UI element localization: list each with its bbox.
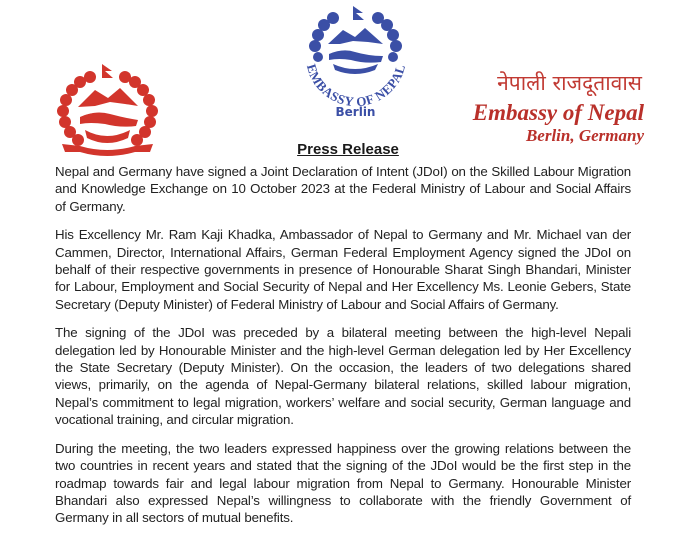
paragraph: Nepal and Germany have signed a Joint Declaration of Intent (JDoI) on the Skilled Labour Migration and Knowledge Exchange on 10 October 2023 at the Federal Ministry of Labour and Social Affairs of Germany. <box>55 164 631 214</box>
paragraph: During the meeting, the two leaders expressed happiness over the growing relations between the two countries in recent years and stated that the signing of the JDoI would be the first step in the roadmap towards fair and legal labour migration from Nepal to Germany. Honourable Minister Bhandari also expressed Nepal’s willingness to collaborate with the friendly Government of Germany in all sectors of mutual benefits. <box>55 440 631 526</box>
nepali-title: नेपाली राजदूतावास <box>497 71 642 95</box>
embassy-city: Berlin, Germany <box>525 126 644 145</box>
paragraph: The signing of the JDoI was preceded by a bilateral meeting between the high-level Nepali delegation led by Honourable Minister and the high-level German delegation led by Her Excellency the State Secretary (Deputy Minister). On the occasion, the leaders of two delegations shared views, primarily, on the agenda of Nepal-Germany bilateral relations, skilled labour migration, Nepal’s commitment to legal migration, workers’ welfare and social security, German language and vocational training, and circular migration. <box>55 325 631 428</box>
paragraph: His Excellency Mr. Ram Kaji Khadka, Ambassador of Nepal to Germany and Mr. Michael van der Cammen, Director, International Affairs, German Federal Employment Agency signed the JDoI on behalf of their respective governments in presence of Honourable Sharat Singh Bhandari, Minister for Labour, Employment and Social Security of Nepal and Her Excellency Ms. Leonie Gebers, State Secretary (Deputy Minister) of Federal Ministry of Labour and Social Affairs of Germany. <box>55 227 631 312</box>
embassy-letterhead <box>473 70 644 146</box>
press-release-body <box>55 163 631 538</box>
svg-text:EMBASSY OF NEPAL: EMBASSY OF NEPAL <box>303 62 409 110</box>
embassy-seal-icon <box>293 4 418 122</box>
seal-city: Berlin <box>335 105 376 119</box>
embassy-name: Embassy of Nepal <box>472 100 644 125</box>
document-title: Press Release <box>297 141 399 158</box>
